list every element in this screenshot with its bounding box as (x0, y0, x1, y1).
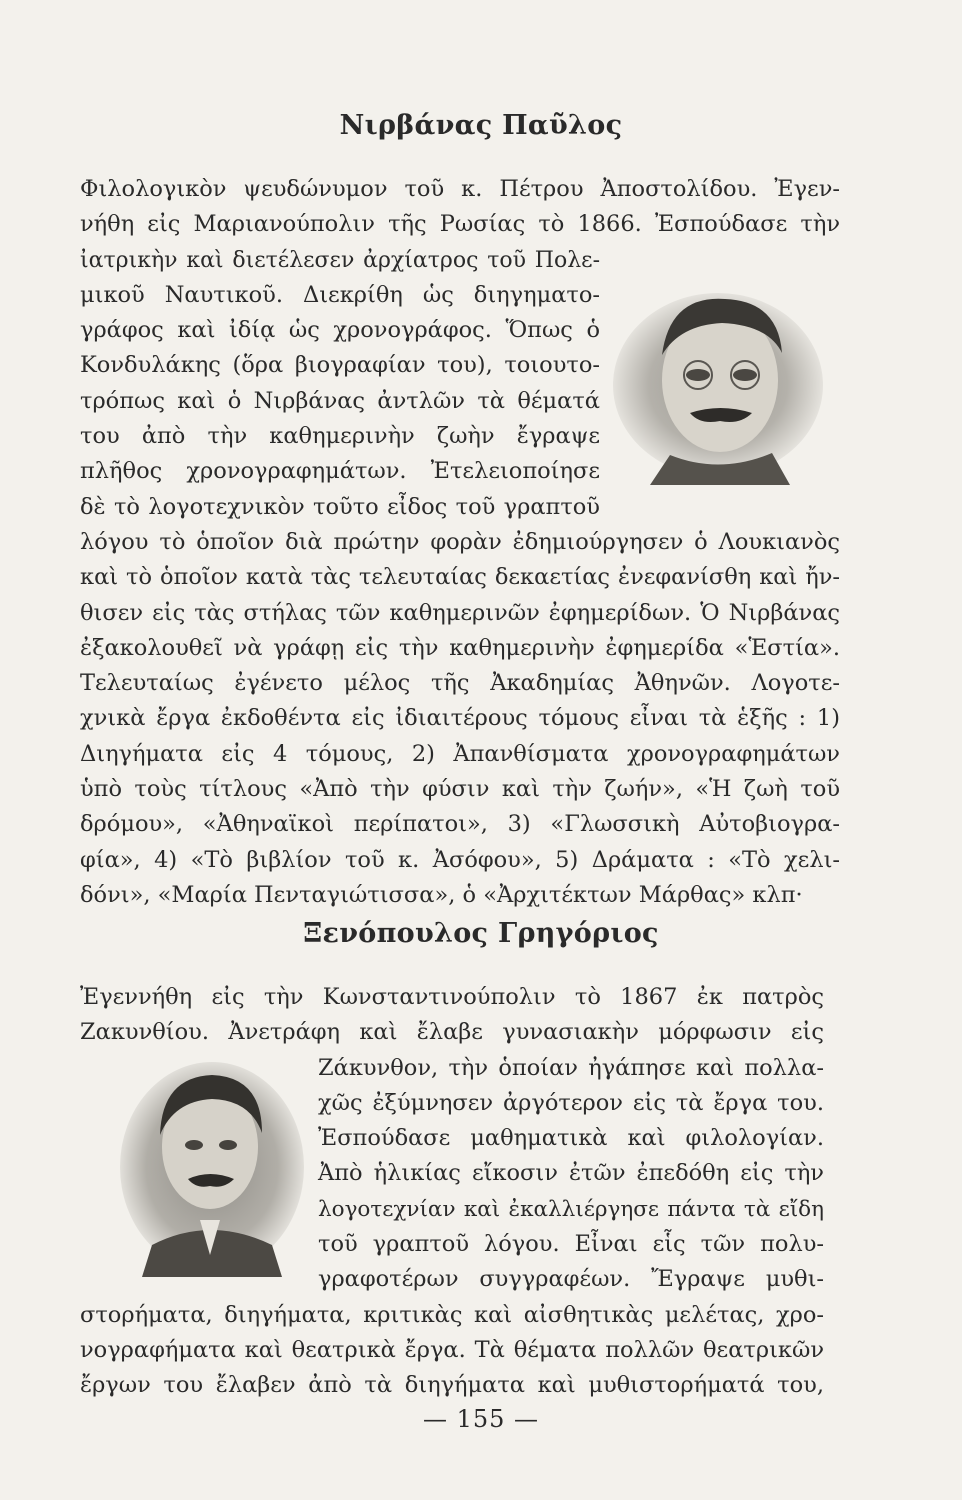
text-line: νήθη εἰς Μαριανούπολιν τῆς Ρωσίας τὸ 1866. Ἐσπούδασε τὴν (80, 211, 840, 238)
text-line: νογραφήματα καὶ θεατρικὰ ἔργα. Τὰ θέματα πολλῶν θεατρικῶν (80, 1336, 824, 1363)
entry-text-xenopoulos (80, 980, 824, 1404)
text-line: Ζάκυνθον, τὴν ὁποίαν ἠγάπησε καὶ πολλα- (318, 1054, 824, 1081)
text-line: χῶς ἐξύμνησεν ἀργότερον εἰς τὰ ἔργα του. (318, 1089, 824, 1116)
text-line: Φιλολογικὸν ψευδώνυμον τοῦ κ. Πέτρου Ἀποστολίδου. Ἐγεν- (80, 176, 840, 202)
text-line: καὶ τὸ ὁποῖον κατὰ τὰς τελευταίας δεκαετίας ἐνεφανίσθη καὶ ἤν- (80, 564, 840, 591)
text-line: Ἐγεννήθη εἰς τὴν Κωνσταντινούπολιν τὸ 1867 ἐκ πατρὸς (80, 984, 824, 1010)
text-line: Κονδυλάκης (ὅρα βιογραφίαν του), τοιουτο- (80, 352, 600, 379)
text-line: μικοῦ Ναυτικοῦ. Διεκρίθη ὡς διηγηματο- (80, 281, 600, 308)
text-line: ὑπὸ τοὺς τίτλους «Ἀπὸ τὴν φύσιν καὶ τὴν ζωήν», «Ἡ ζωὴ τοῦ (80, 776, 840, 803)
text-line: δόνι», «Μαρία Πενταγιώτισσα», ὁ «Ἀρχιτέκτων Μάρθας» κλπ· (80, 881, 803, 908)
text-line: Ἀπὸ ἡλικίας εἴκοσιν ἐτῶν ἐπεδόθη εἰς τὴν (318, 1160, 824, 1187)
text-line: θισεν εἰς τὰς στήλας τῶν καθημερινῶν ἐφημερίδων. Ὁ Νιρβάνας (80, 599, 840, 626)
text-line: λόγου τὸ ὁποῖον διὰ πρώτην φορὰν ἐδημιούργησεν ὁ Λουκιανὸς (80, 528, 840, 555)
text-line: γράφος καὶ ἰδίᾳ ὡς χρονογράφος. Ὅπως ὁ (80, 317, 600, 344)
text-line: χνικὰ ἔργα ἐκδοθέντα εἰς ἰδιαιτέρους τόμους εἶναι τὰ ἑξῆς : 1) (80, 705, 840, 732)
text-line: τοῦ γραπτοῦ λόγου. Εἶναι εἷς τῶν πολυ- (318, 1231, 824, 1258)
text-line: πλῆθος χρονογραφημάτων. Ἐτελειοποίησε (80, 458, 600, 485)
text-line: Διηγήματα εἰς 4 τόμους, 2) Ἀπανθίσματα χρονογραφημάτων (80, 740, 840, 767)
page-number: — 155 — (422, 1405, 540, 1433)
text-line: Ζακυνθίου. Ἀνετράφη καὶ ἔλαβε γυνασιακὴν μόρφωσιν εἰς (80, 1019, 824, 1046)
text-line: Τελευταίως ἐγένετο μέλος τῆς Ἀκαδημίας Ἀθηνῶν. Λογοτε- (80, 670, 840, 697)
entry-heading-nirvanas: Νιρβάνας Παῦλος (339, 110, 623, 141)
text-line: ἔργων του ἔλαβεν ἀπὸ τὰ διηγήματα καὶ μυθιστορήματά του, (80, 1372, 824, 1399)
text-line: του ἀπὸ τὴν καθημερινὴν ζωὴν ἔγραψε (80, 423, 600, 450)
text-line: λογοτεχνίαν καὶ ἐκαλλιέργησε πάντα τὰ εἴδη (318, 1196, 824, 1222)
text-line: φία», 4) «Τὸ βιβλίον τοῦ κ. Ἀσόφου», 5) Δράματα : «Τὸ χελι- (80, 846, 840, 873)
text-line: ἰατρικὴν καὶ διετέλεσεν ἀρχίατρος τοῦ Πολε- (80, 247, 600, 273)
text-line: γραφοτέρων συγγραφέων. Ἔγραψε μυθι- (318, 1266, 824, 1293)
text-line: δὲ τὸ λογοτεχνικὸν τοῦτο εἶδος τοῦ γραπτοῦ (80, 493, 600, 520)
text-line: δρόμου», «Ἀθηναϊκοὶ περίπατοι», 3) «Γλωσσικὴ Αὐτοβιογρα- (80, 811, 840, 838)
entry-text-nirvanas (80, 172, 840, 913)
text-line: ἐξακολουθεῖ νὰ γράφῃ εἰς τὴν καθημερινὴν ἐφημερίδα «Ἑστία». (80, 634, 840, 661)
text-line: Ἐσπούδασε μαθηματικὰ καὶ φιλολογίαν. (318, 1125, 824, 1152)
text-line: στορήματα, διηγήματα, κριτικὰς καὶ αἰσθητικὰς μελέτας, χρο- (80, 1301, 824, 1328)
entry-heading-xenopoulos: Ξενόπουλος Γρηγόριος (303, 918, 659, 949)
text-line: τρόπως καὶ ὁ Νιρβάνας ἀντλῶν τὰ θέματά (80, 387, 600, 414)
